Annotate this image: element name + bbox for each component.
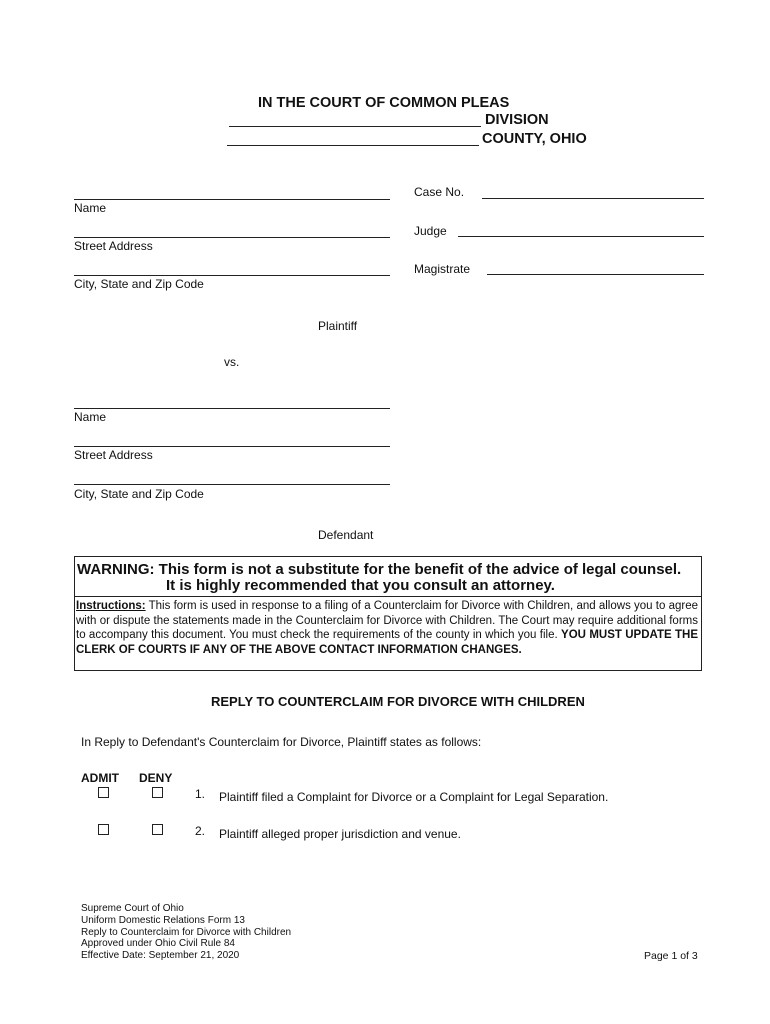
footer-line-3: Reply to Counterclaim for Divorce with Children bbox=[81, 926, 292, 938]
county-field[interactable] bbox=[227, 145, 479, 146]
plaintiff-city-label: City, State and Zip Code bbox=[74, 277, 204, 291]
admit-checkbox-2[interactable] bbox=[98, 824, 109, 835]
defendant-street-label: Street Address bbox=[74, 448, 153, 462]
court-title: IN THE COURT OF COMMON PLEAS bbox=[258, 95, 510, 111]
warning-divider bbox=[75, 596, 701, 597]
deny-checkbox-1[interactable] bbox=[152, 787, 163, 798]
judge-field[interactable] bbox=[458, 236, 704, 237]
deny-header: DENY bbox=[139, 771, 173, 785]
warning-line-1: WARNING: This form is not a substitute for the benefit of the advice of legal counsel. bbox=[77, 561, 682, 578]
defendant-role-label: Defendant bbox=[318, 528, 374, 542]
warning-box bbox=[74, 556, 702, 671]
plaintiff-name-field[interactable] bbox=[74, 199, 390, 200]
item-text-1: Plaintiff filed a Complaint for Divorce or a Complaint for Legal Separation. bbox=[219, 790, 609, 804]
county-label: COUNTY, OHIO bbox=[482, 131, 587, 147]
footer-line-1: Supreme Court of Ohio bbox=[81, 903, 184, 914]
instructions-label: Instructions: bbox=[76, 600, 146, 612]
reply-title: REPLY TO COUNTERCLAIM FOR DIVORCE WITH CHILDREN bbox=[211, 694, 585, 709]
defendant-name-field[interactable] bbox=[74, 408, 390, 409]
instructions-text bbox=[76, 599, 698, 657]
magistrate-label: Magistrate bbox=[414, 262, 471, 276]
case-no-field[interactable] bbox=[482, 198, 704, 199]
plaintiff-role-label: Plaintiff bbox=[318, 319, 358, 333]
deny-checkbox-2[interactable] bbox=[152, 824, 163, 835]
vs-label: vs. bbox=[224, 355, 240, 369]
division-label: DIVISION bbox=[485, 112, 549, 128]
plaintiff-name-label: Name bbox=[74, 201, 107, 215]
footer-line-5: Effective Date: September 21, 2020 bbox=[81, 950, 240, 962]
plaintiff-city-field[interactable] bbox=[74, 275, 390, 276]
case-no-label: Case No. bbox=[414, 185, 465, 199]
warning-line-2: It is highly recommended that you consult an attorney. bbox=[166, 577, 555, 594]
judge-label: Judge bbox=[414, 224, 447, 238]
reply-intro: In Reply to Defendant's Counterclaim for Divorce, Plaintiff states as follows: bbox=[81, 735, 482, 749]
instructions-bold: YOU MUST UPDATE THE CLERK OF COURTS IF ANY OF THE ABOVE CONTACT INFORMATION CHANGES. bbox=[76, 629, 699, 656]
defendant-city-field[interactable] bbox=[74, 484, 390, 485]
admit-header: ADMIT bbox=[81, 771, 119, 785]
instructions-body: This form is used in response to a filing of a Counterclaim for Divorce with Children, and allows you to agree with or dispute the statements made in the Counterclaim for Divorce with Children. The Court may require additional forms to accompany this document. You must check the requirements of the county in which you file. bbox=[76, 600, 698, 642]
plaintiff-street-field[interactable] bbox=[74, 237, 390, 238]
magistrate-field[interactable] bbox=[487, 274, 704, 275]
plaintiff-street-label: Street Address bbox=[74, 239, 153, 253]
division-field[interactable] bbox=[229, 126, 481, 127]
defendant-street-field[interactable] bbox=[74, 446, 390, 447]
admit-checkbox-1[interactable] bbox=[98, 787, 109, 798]
defendant-name-label: Name bbox=[74, 410, 107, 424]
item-number-2: 2. bbox=[195, 824, 206, 838]
page-number: Page 1 of 3 bbox=[644, 950, 698, 962]
footer-block bbox=[81, 903, 291, 962]
footer-line-2: Uniform Domestic Relations Form 13 bbox=[81, 914, 245, 926]
footer-line-4: Approved under Ohio Civil Rule 84 bbox=[81, 938, 235, 950]
item-number-1: 1. bbox=[195, 787, 206, 801]
defendant-city-label: City, State and Zip Code bbox=[74, 487, 204, 501]
item-text-2: Plaintiff alleged proper jurisdiction and venue. bbox=[219, 827, 461, 841]
